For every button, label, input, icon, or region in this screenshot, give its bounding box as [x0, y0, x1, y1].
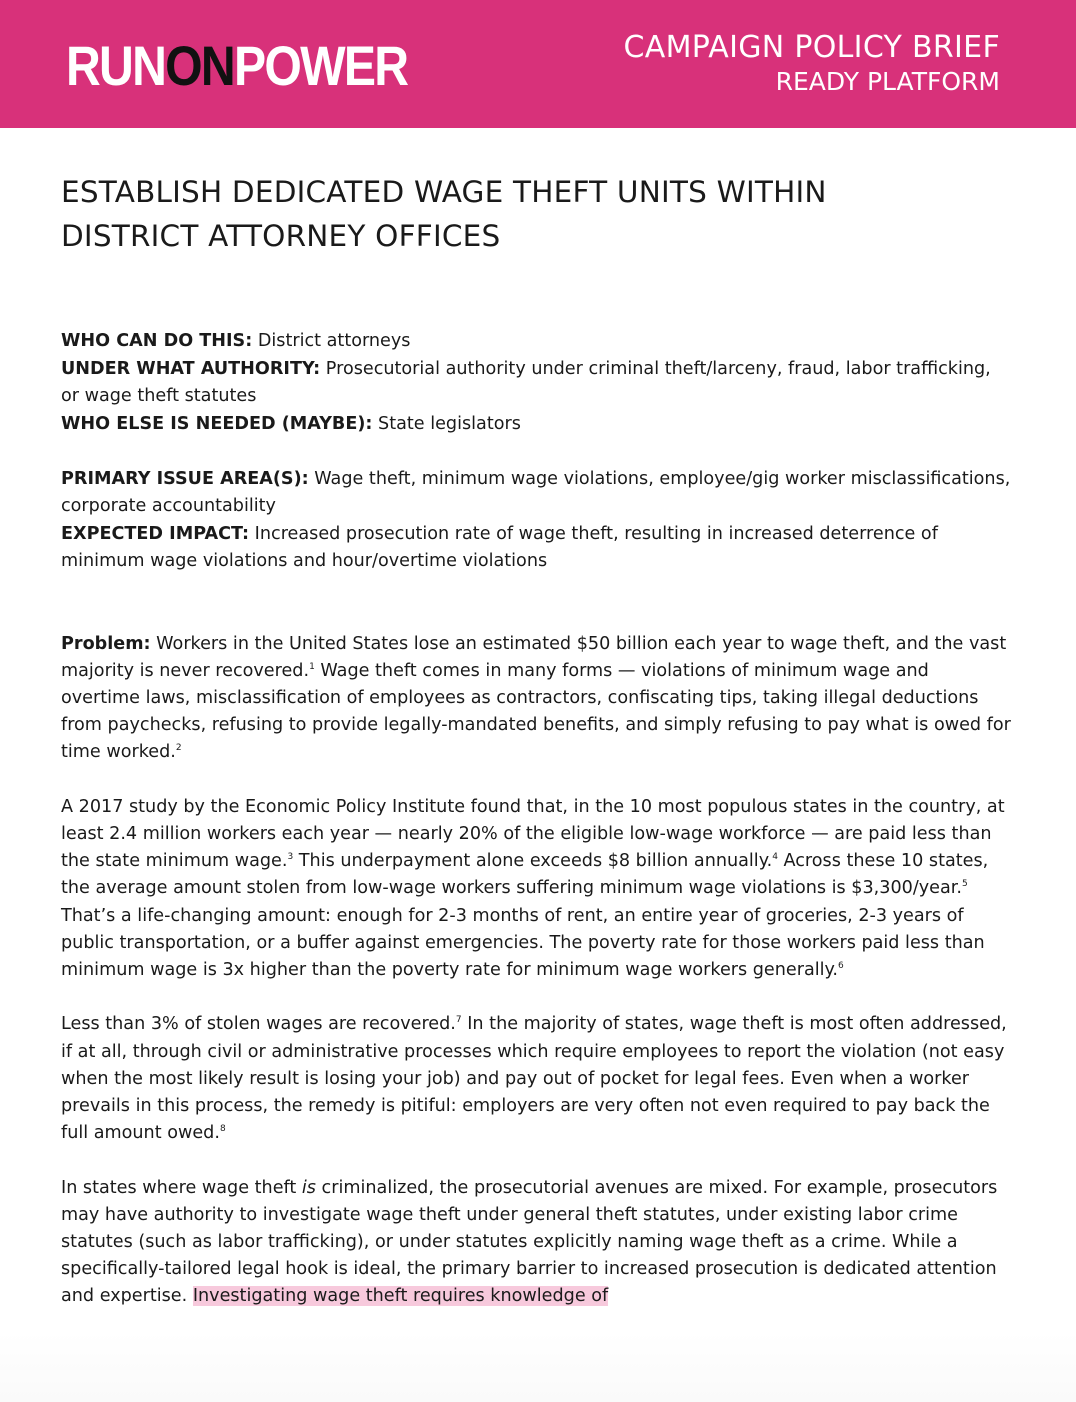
highlighted-text[interactable]: Investigating wage theft requires knowledge of [192, 1286, 609, 1307]
paragraph-recovery: Less than 3% of stolen wages are recovered.$^7$ In the majority of states, wage theft is most often addressed, if at all, through civil or administrative processes which require employees to report the violation (not easy when the most likely result is losing your job) and pay out of pocket for legal fees. Even when a worker prevails in this process, the remedy is pitiful: employers are very often not even required to pay back the full amount owed.$^8$ [61, 1014, 1007, 1144]
paragraph-prosecution: In states where wage theft is criminalized, the prosecutorial avenues are mixed. For example, prosecutors may have authority to investigate wage theft under general theft statutes, under existing labor crime statutes (such as labor trafficking), or under statutes explicitly naming wage theft as a crime. While a specifically-tailored legal hook is ideal, the primary barrier to increased prosecution is dedicated attention and expertise. Investigating wage theft requires knowledge of [61, 1177, 998, 1307]
document-body [61, 170, 1011, 1338]
under-what-authority: UNDER WHAT AUTHORITY: Prosecutorial authority under criminal theft/larceny, fraud, labor trafficking, or wage theft statutes [61, 358, 991, 406]
primary-issue-areas: PRIMARY ISSUE AREA(S): Wage theft, minimum wage violations, employee/gig worker misclassifications, corporate accountability [61, 468, 1011, 516]
who-else-needed: WHO ELSE IS NEEDED (MAYBE): State legislators [61, 413, 521, 434]
footnote-ref: 5 [961, 879, 968, 890]
expected-impact: EXPECTED IMPACT: Increased prosecution rate of wage theft, resulting in increased deterrence of minimum wage violations and hour/overtime violations [61, 523, 938, 571]
policy-metadata [61, 328, 1011, 576]
paragraph-problem: Problem: Workers in the United States lose an estimated $50 billion each year to wage theft, and the vast majority is never recovered.$^1$ Wage theft comes in many forms — violations of minimum wage and overtime laws, misclassification of employees as contractors, confiscating tips, taking illegal deductions from paychecks, refusing to provide legally-mandated benefits, and simply refusing to pay what is owed for time worked.$^2$ [61, 633, 1011, 763]
paragraph-epi-study: A 2017 study by the Economic Policy Institute found that, in the 10 most populous states in the country, at least 2.4 million workers each year — nearly 20% of the eligible low-wage workforce — are paid less than the state minimum wage.$^3$ This underpayment alone exceeds $8 billion annually.$^4$ Across these 10 states, the average amount stolen from low-wage workers suffering minimum wage violations is $3,300/year.$^5$ That’s a life-changing amount: enough for 2-3 months of rent, an entire year of groceries, 2-3 years of public transportation, or a buffer against emergencies. The poverty rate for those workers paid less than minimum wage is 3x higher than the poverty rate for minimum wage workers generally.$^6$ [61, 796, 1005, 980]
header-titles [624, 30, 1000, 98]
header-banner [0, 0, 1076, 128]
brief-title: CAMPAIGN POLICY BRIEF [623, 30, 1000, 65]
brief-subtitle: READY PLATFORM [775, 67, 1000, 96]
footnote-ref: 3 [287, 852, 294, 863]
footnote-ref: 8 [219, 1124, 226, 1135]
document-title: ESTABLISH DEDICATED WAGE THEFT UNITS WITHIN DISTRICT ATTORNEY OFFICES [61, 175, 827, 253]
who-can-do-this: WHO CAN DO THIS: District attorneys [61, 331, 411, 351]
run-on-power-logo: RUNONPOWER [66, 34, 408, 97]
footnote-ref: 1 [309, 661, 315, 672]
page-bottom-fade [0, 1332, 1076, 1402]
footnote-ref: 7 [455, 1015, 462, 1026]
footnote-ref: 6 [838, 961, 844, 972]
footnote-ref: 2 [175, 743, 182, 754]
problem-section [61, 631, 1011, 1311]
footnote-ref: 4 [772, 852, 778, 863]
